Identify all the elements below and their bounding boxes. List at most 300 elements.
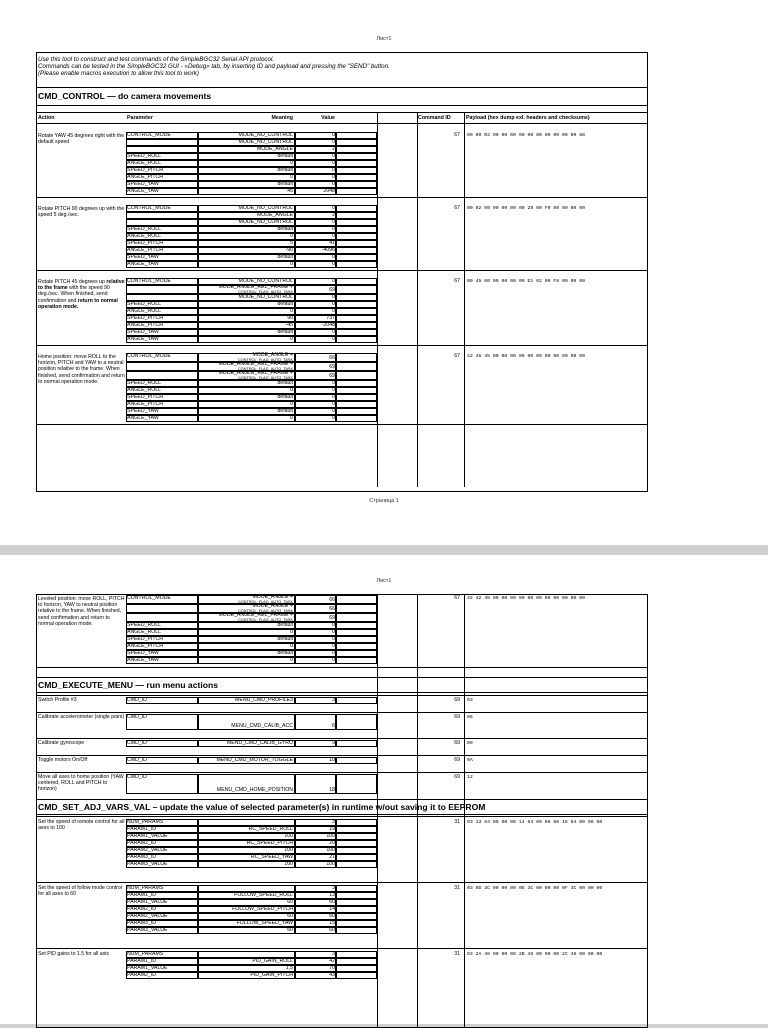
divider	[37, 105, 647, 106]
param-value: 15	[329, 920, 335, 926]
param-value: 20	[329, 840, 335, 846]
cell-border	[126, 643, 198, 650]
action-description: Move all axes to home position (YAW centered, ROLL and PITCH to horizon)	[38, 774, 124, 793]
param-value: -2048	[321, 322, 335, 328]
param-meaning: 0	[290, 160, 293, 166]
col-header-parameter: Parameter	[127, 115, 153, 121]
divider	[37, 695, 647, 696]
param-value: 9	[332, 740, 335, 746]
command-id: 67	[454, 353, 460, 359]
cell-border	[295, 132, 336, 139]
cell-border	[295, 840, 336, 847]
control-flag-label: CONTROL_FLAG_AUTO_TASK	[238, 290, 293, 294]
param-meaning: default	[277, 301, 293, 307]
cell-border	[336, 153, 377, 160]
cell-border	[295, 861, 336, 868]
param-value: 0	[332, 394, 335, 400]
cell-border	[126, 226, 198, 233]
param-name: PARAM1_VALUE	[127, 965, 168, 971]
param-meaning: 0	[290, 401, 293, 407]
col-header-payload: Payload (hex dump exl. headers and checksums)	[466, 115, 590, 121]
param-meaning: MODE_ANGLE +	[252, 594, 293, 600]
divider	[37, 755, 647, 756]
action-description: Toggle motors On/Off	[38, 757, 88, 763]
cell-border	[126, 353, 198, 362]
param-meaning: FOLLOW_SPEED_PITCH	[232, 906, 293, 912]
action-description: Calibrate accelerometer (single point)	[38, 714, 125, 720]
cell-border	[126, 205, 198, 212]
cell-border	[336, 336, 377, 343]
cell-border	[336, 840, 377, 847]
cell-border	[198, 219, 295, 226]
param-meaning: default	[277, 650, 293, 656]
cell-border	[295, 927, 336, 934]
cell-border	[336, 861, 377, 868]
divider	[37, 345, 647, 346]
cell-border	[295, 308, 336, 315]
cell-border	[198, 247, 295, 254]
param-name: PARAM1_VALUE	[127, 833, 168, 839]
param-name: PARAM2_ID	[127, 906, 157, 912]
cell-border	[198, 285, 295, 294]
param-name: PARAM2_VALUE	[127, 913, 168, 919]
param-meaning: RC_SPEED_YAW	[250, 854, 293, 860]
param-meaning: MODE_ANGLE_REL_FRAME +	[218, 361, 293, 367]
param-name: ANGLE_YAW	[127, 657, 159, 663]
param-name: CONTROL_MODE	[127, 205, 171, 211]
cell-border	[126, 294, 198, 301]
param-value: 21	[329, 854, 335, 860]
param-value: 0	[332, 636, 335, 642]
cell-border	[295, 604, 336, 613]
param-meaning: MODE_ANGLE_REL_FRAME +	[218, 284, 293, 290]
cell-border	[295, 595, 336, 604]
cell-border	[126, 595, 198, 604]
column-line	[377, 112, 378, 487]
cell-border	[126, 847, 198, 854]
param-name: PARAM1_ID	[127, 958, 157, 964]
param-value: 0	[332, 219, 335, 225]
cell-border	[198, 892, 295, 899]
cell-border	[295, 757, 336, 764]
cell-border	[295, 697, 336, 704]
cell-border	[336, 613, 377, 622]
param-value: 0	[332, 622, 335, 628]
action-description: Set the speed of follow mode control for all axes to 60	[38, 885, 122, 898]
cell-border	[336, 854, 377, 861]
cell-border	[126, 415, 198, 422]
cell-border	[126, 401, 198, 408]
param-value: 60	[329, 899, 335, 905]
cell-border	[295, 336, 336, 343]
cell-border	[336, 132, 377, 139]
cell-border	[295, 353, 336, 362]
cell-border	[198, 657, 295, 664]
cell-border	[336, 167, 377, 174]
cell-border	[295, 329, 336, 336]
cell-border	[198, 847, 295, 854]
payload-hex: 00 00 02 00 00 00 00 00 00 00 00 00 00 88	[467, 133, 586, 138]
cell-border	[295, 219, 336, 226]
cell-border	[295, 188, 336, 195]
cell-border	[126, 958, 198, 965]
param-value: 0	[332, 415, 335, 421]
param-meaning: default	[277, 408, 293, 414]
page-footer: Страница 1	[369, 498, 399, 504]
cell-border	[295, 394, 336, 401]
cell-border	[336, 958, 377, 965]
param-meaning: 100	[284, 861, 293, 867]
command-id: 69	[454, 714, 460, 720]
param-value: 2048	[323, 188, 335, 194]
cell-border	[336, 636, 377, 643]
param-name: CMD_ID	[127, 774, 147, 780]
param-meaning: MENU_CMD_MOTOR_TOGGLE	[216, 757, 293, 763]
param-value: 100	[326, 833, 335, 839]
param-name: SPEED_YAW	[127, 650, 159, 656]
payload-hex: 03 0D 3C 00 00 00 0E 3C 00 00 00 0F 3C 00 00 00	[467, 886, 603, 891]
cell-border	[336, 650, 377, 657]
divider	[37, 816, 647, 817]
divider	[37, 712, 647, 713]
param-meaning: MODE_NO_CONTROL	[238, 205, 293, 211]
cell-border	[126, 613, 198, 622]
divider	[37, 814, 647, 815]
param-value: 0	[332, 226, 335, 232]
param-value: 0	[332, 657, 335, 663]
param-name: ANGLE_YAW	[127, 336, 159, 342]
cell-border	[126, 833, 198, 840]
cell-border	[336, 146, 377, 153]
cell-border	[295, 774, 336, 794]
param-name: SPEED_PITCH	[127, 636, 164, 642]
param-value: 42	[329, 958, 335, 964]
param-name: PARAM3_ID	[127, 854, 157, 860]
param-name: SPEED_ROLL	[127, 301, 162, 307]
param-meaning: MENU_CMD_CALIB_GYRO	[226, 740, 293, 746]
action-description: Rotate PITCH 90 degrees up with the speed 5 deg./sec.	[38, 206, 125, 219]
cell-border	[198, 315, 295, 322]
cell-border	[336, 285, 377, 294]
cell-border	[126, 394, 198, 401]
param-name: SPEED_PITCH	[127, 394, 164, 400]
param-value: 0	[332, 294, 335, 300]
cell-border	[126, 233, 198, 240]
param-meaning: PID_GAIN_ROLL	[252, 958, 293, 964]
cell-border	[198, 139, 295, 146]
section-title-execute-menu: CMD_EXECUTE_MENU — run menu actions	[38, 680, 219, 690]
divider	[37, 738, 647, 739]
control-flag-label: CONTROL_FLAG_AUTO_TASK	[238, 358, 293, 362]
cell-border	[126, 132, 198, 139]
control-flag-label: CONTROL_FLAG_AUTO_TASK	[238, 618, 293, 622]
cell-border	[198, 401, 295, 408]
action-description: Set PID gains to 1.5 for all axis	[38, 951, 109, 957]
param-meaning: 90	[287, 315, 293, 321]
param-name: ANGLE_PITCH	[127, 401, 164, 407]
command-id: 31	[454, 819, 460, 825]
cell-border	[126, 188, 198, 195]
param-value: -4096	[321, 247, 335, 253]
cell-border	[336, 181, 377, 188]
cell-border	[198, 233, 295, 240]
cell-border	[295, 906, 336, 913]
param-name: PARAM3_ID	[127, 920, 157, 926]
param-value: 69	[329, 373, 335, 379]
spreadsheet-page-2	[0, 555, 768, 1024]
cell-border	[126, 240, 198, 247]
divider	[37, 123, 647, 124]
cell-border	[336, 819, 377, 826]
cell-border	[198, 913, 295, 920]
param-value: 737	[326, 315, 335, 321]
param-name: CMD_ID	[127, 740, 147, 746]
divider	[37, 677, 647, 678]
cell-border	[295, 371, 336, 380]
cell-border	[295, 233, 336, 240]
cell-border	[126, 371, 198, 380]
param-name: PARAM1_VALUE	[127, 899, 168, 905]
cell-border	[126, 892, 198, 899]
cell-border	[198, 308, 295, 315]
cell-border	[336, 294, 377, 301]
sheet-frame	[36, 52, 648, 492]
param-value: 0	[332, 174, 335, 180]
cell-border	[336, 174, 377, 181]
cell-border	[198, 650, 295, 657]
param-name: CMD_ID	[127, 757, 147, 763]
cell-border	[336, 622, 377, 629]
intro-text	[37, 56, 646, 77]
payload-hex: 42 42 45 00 00 00 00 00 00 00 00 00 00 00	[467, 596, 586, 601]
param-value: 3	[332, 885, 335, 891]
cell-border	[336, 387, 377, 394]
payload-hex: 06	[467, 715, 473, 720]
param-name: ANGLE_YAW	[127, 261, 159, 267]
cell-border	[295, 819, 336, 826]
cell-border	[126, 146, 198, 153]
param-meaning: 0	[290, 643, 293, 649]
cell-border	[126, 212, 198, 219]
command-id: 69	[454, 697, 460, 703]
cell-border	[295, 415, 336, 422]
param-name: PARAM2_ID	[127, 840, 157, 846]
param-meaning: 1,5	[285, 965, 293, 971]
param-meaning: MENU_CMD_CALIB_ACC	[231, 723, 293, 729]
action-description: Home position: move ROLL to the horizon, PITCH and YAW to a neutral position relative to the frame. When finished, send confirmation and return to normal operation mode.	[38, 354, 125, 385]
action-description: Calibrate gyroscope	[38, 740, 85, 746]
cell-border	[198, 205, 295, 212]
cell-border	[198, 240, 295, 247]
cell-border	[336, 965, 377, 972]
divider	[37, 112, 647, 113]
param-meaning: MENU_CMD_PROFILE3	[235, 697, 293, 703]
cell-border	[198, 408, 295, 415]
cell-border	[198, 819, 295, 826]
cell-border	[336, 401, 377, 408]
cell-border	[336, 219, 377, 226]
cell-border	[198, 387, 295, 394]
cell-border	[336, 408, 377, 415]
param-name: NUM_PARAMS	[127, 885, 164, 891]
cell-border	[336, 774, 377, 794]
param-value: 41	[329, 240, 335, 246]
col-header-command-id: Command ID	[418, 115, 451, 121]
cell-border	[336, 757, 377, 764]
cell-border	[295, 913, 336, 920]
cell-border	[126, 336, 198, 343]
param-name: ANGLE_YAW	[127, 188, 159, 194]
param-meaning: MODE_ANGLE	[256, 146, 293, 152]
cell-border	[336, 913, 377, 920]
cell-border	[295, 261, 336, 268]
cell-border	[295, 278, 336, 285]
cell-border	[295, 643, 336, 650]
cell-border	[336, 233, 377, 240]
param-meaning: RC_SPEED_ROLL	[248, 826, 293, 832]
cell-border	[126, 408, 198, 415]
param-name: SPEED_YAW	[127, 329, 159, 335]
divider	[37, 667, 647, 668]
cell-border	[336, 714, 377, 730]
cell-border	[336, 308, 377, 315]
param-value: 70	[329, 965, 335, 971]
param-meaning: MODE_ANGLE	[256, 212, 293, 218]
cell-border	[295, 622, 336, 629]
command-id: 69	[454, 774, 460, 780]
param-name: SPEED_YAW	[127, 408, 159, 414]
cell-border	[198, 861, 295, 868]
cell-border	[126, 219, 198, 226]
cell-border	[295, 965, 336, 972]
command-id: 67	[454, 278, 460, 284]
cell-border	[336, 657, 377, 664]
cell-border	[336, 301, 377, 308]
cell-border	[126, 247, 198, 254]
param-value: 0	[332, 261, 335, 267]
param-meaning: default	[277, 622, 293, 628]
param-meaning: PID_GAIN_PITCH	[250, 972, 293, 978]
cell-border	[126, 167, 198, 174]
param-name: PARAM3_VALUE	[127, 927, 168, 933]
divider	[37, 772, 647, 773]
param-value: 0	[332, 153, 335, 159]
cell-border	[295, 920, 336, 927]
cell-border	[336, 261, 377, 268]
cell-border	[198, 757, 295, 764]
param-value: 100	[326, 847, 335, 853]
param-meaning: FOLLOW_SPEED_YAW	[236, 920, 293, 926]
param-meaning: 0	[290, 261, 293, 267]
param-value: 0	[332, 233, 335, 239]
param-value: 18	[329, 787, 335, 793]
cell-border	[336, 362, 377, 371]
page-header: Лист1	[376, 578, 392, 584]
cell-border	[295, 205, 336, 212]
cell-border	[295, 153, 336, 160]
cell-border	[198, 254, 295, 261]
param-value: 0	[332, 278, 335, 284]
cell-border	[295, 958, 336, 965]
cell-border	[126, 861, 198, 868]
cell-border	[295, 139, 336, 146]
cell-border	[126, 913, 198, 920]
cell-border	[295, 181, 336, 188]
cell-border	[198, 415, 295, 422]
cell-border	[126, 965, 198, 972]
cell-border	[198, 146, 295, 153]
cell-border	[295, 650, 336, 657]
cell-border	[295, 714, 336, 730]
param-value: 3	[332, 697, 335, 703]
param-meaning: MODE_ANGLE +	[252, 603, 293, 609]
cell-border	[198, 774, 295, 794]
cell-border	[126, 174, 198, 181]
cell-border	[198, 629, 295, 636]
param-meaning: 0	[290, 336, 293, 342]
cell-border	[126, 622, 198, 629]
cell-border	[336, 247, 377, 254]
cell-border	[126, 380, 198, 387]
param-value: 69	[329, 287, 335, 293]
cell-border	[126, 278, 198, 285]
payload-hex: 03	[467, 698, 473, 703]
param-value: 0	[332, 205, 335, 211]
cell-border	[198, 613, 295, 622]
payload-hex: 0A	[467, 758, 473, 763]
cell-border	[126, 181, 198, 188]
control-flag-label: CONTROL_FLAG_AUTO_TASK	[238, 609, 293, 613]
intro-line: (Please enable macros execution to allow this tool to work)	[38, 70, 199, 77]
param-meaning: MENU_CMD_HOME_POSITION	[216, 787, 293, 793]
cell-border	[295, 826, 336, 833]
param-value: 66	[329, 355, 335, 361]
divider	[37, 197, 647, 198]
param-meaning: -45	[285, 322, 293, 328]
cell-border	[336, 899, 377, 906]
param-meaning: MODE_ANGLE +	[252, 352, 293, 358]
cell-border	[126, 714, 198, 730]
cell-border	[198, 958, 295, 965]
cell-border	[295, 892, 336, 899]
cell-border	[198, 965, 295, 972]
cell-border	[336, 394, 377, 401]
payload-hex: 00 45 00 00 00 00 00 E1 02 00 F8 00 00 00	[467, 279, 586, 284]
param-name: ANGLE_ROLL	[127, 160, 162, 166]
param-name: ANGLE_YAW	[127, 415, 159, 421]
param-name: CONTROL_MODE	[127, 132, 171, 138]
param-meaning: 0	[290, 233, 293, 239]
command-id: 31	[454, 951, 460, 957]
param-meaning: default	[277, 380, 293, 386]
param-value: 0	[332, 408, 335, 414]
param-meaning: default	[277, 153, 293, 159]
cell-border	[295, 401, 336, 408]
cell-border	[336, 927, 377, 934]
command-id: 69	[454, 740, 460, 746]
param-meaning: 0	[290, 387, 293, 393]
param-meaning: default	[277, 226, 293, 232]
cell-border	[198, 885, 295, 892]
cell-border	[126, 854, 198, 861]
param-value: 0	[332, 308, 335, 314]
param-name: ANGLE_PITCH	[127, 247, 164, 253]
param-value: 0	[332, 401, 335, 407]
param-name: SPEED_PITCH	[127, 167, 164, 173]
cell-border	[126, 774, 198, 794]
param-name: PARAM1_ID	[127, 892, 157, 898]
cell-border	[198, 261, 295, 268]
